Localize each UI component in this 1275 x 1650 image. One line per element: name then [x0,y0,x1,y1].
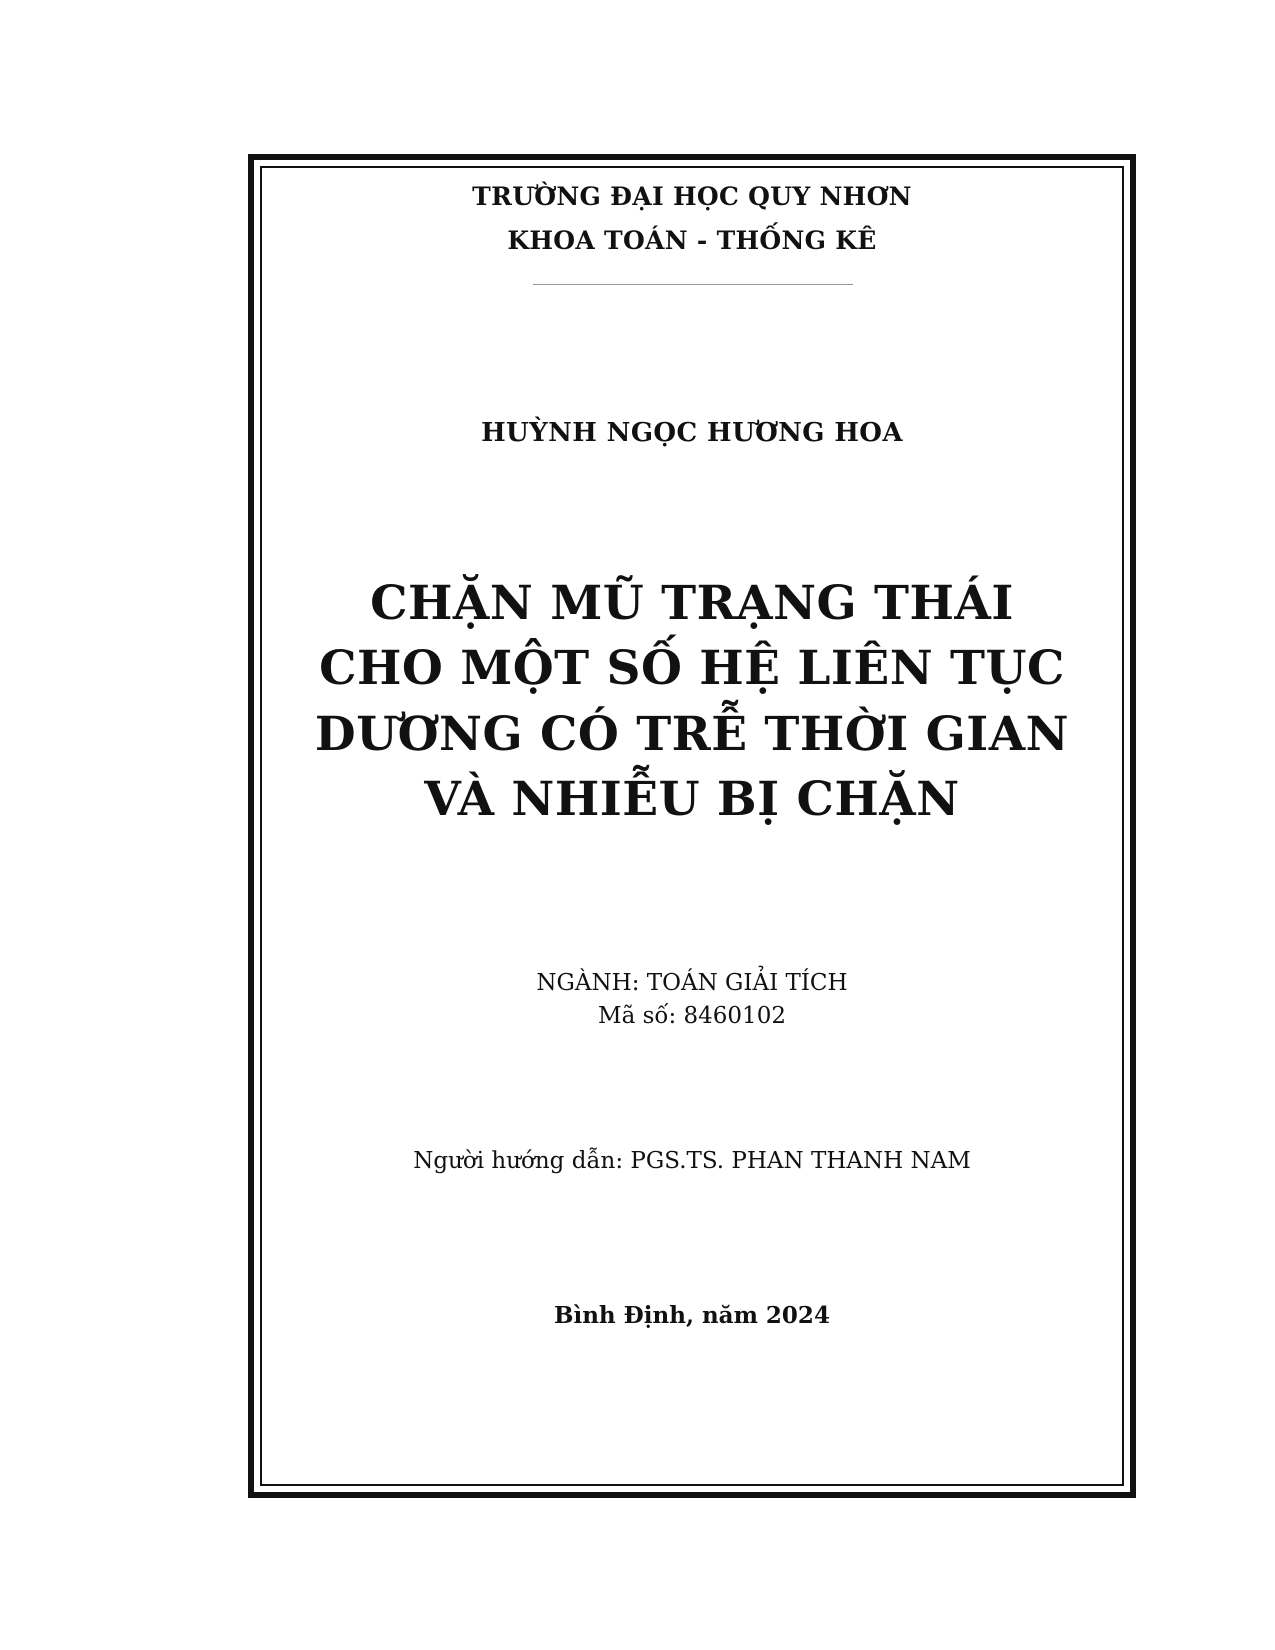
thesis-title-line-2: CHO MỘT SỐ HỆ LIÊN TỤC [319,641,1065,696]
major-code: Mã số: 8460102 [598,1003,786,1029]
place-and-year: Bình Định, năm 2024 [554,1302,830,1329]
faculty-name: KHOA TOÁN - THỐNG KÊ [507,226,877,255]
thesis-title-line-1: CHẶN MŨ TRẠNG THÁI [370,576,1014,631]
header-divider [533,284,853,285]
advisor-line: Người hướng dẫn: PGS.TS. PHAN THANH NAM [413,1148,971,1174]
thesis-title-line-3: DƯƠNG CÓ TRỄ THỜI GIAN [314,707,1070,762]
major-label: NGÀNH: TOÁN GIẢI TÍCH [536,970,848,996]
university-name: TRƯỜNG ĐẠI HỌC QUY NHƠN [472,182,912,211]
thesis-title-line-4: VÀ NHIỄU BỊ CHẶN [424,772,960,827]
author-name: HUỲNH NGỌC HƯƠNG HOA [481,418,903,448]
